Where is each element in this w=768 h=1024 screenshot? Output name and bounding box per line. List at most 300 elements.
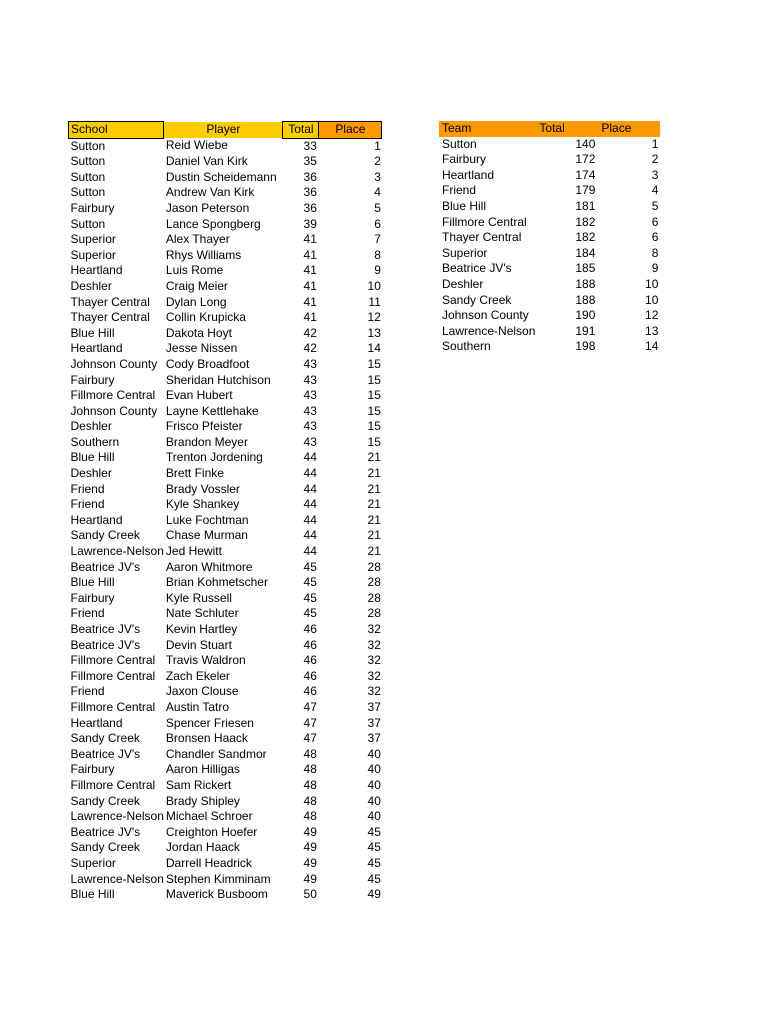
- place-cell[interactable]: 32: [367, 637, 381, 652]
- player-cell[interactable]: Jesse Nissen: [165, 341, 238, 356]
- player-cell[interactable]: Rhys Williams: [165, 247, 242, 262]
- place-cell[interactable]: 9: [374, 263, 381, 278]
- team-place-cell[interactable]: 5: [651, 198, 659, 213]
- school-cell[interactable]: Deshler: [70, 419, 112, 434]
- total-cell[interactable]: 49: [303, 824, 317, 839]
- team-cell[interactable]: Fillmore Central: [442, 214, 527, 229]
- school-cell[interactable]: Fillmore Central: [70, 777, 156, 792]
- school-cell[interactable]: Friend: [70, 684, 105, 699]
- place-cell[interactable]: 28: [367, 606, 381, 621]
- place-cell[interactable]: 28: [367, 590, 381, 605]
- player-row: [69, 404, 382, 420]
- school-cell[interactable]: Blue Hill: [70, 325, 115, 340]
- school-cell[interactable]: Superior: [70, 232, 116, 247]
- school-cell[interactable]: Sutton: [70, 138, 106, 153]
- team-cell[interactable]: Thayer Central: [442, 230, 522, 245]
- team-total-cell[interactable]: 140: [575, 136, 596, 151]
- total-cell[interactable]: 44: [303, 544, 317, 559]
- school-cell[interactable]: Beatrice JV's: [70, 559, 141, 574]
- total-cell[interactable]: 44: [303, 512, 317, 527]
- total-cell[interactable]: 48: [303, 777, 317, 792]
- player-row: [69, 747, 382, 763]
- player-row: [69, 497, 382, 513]
- total-cell[interactable]: 44: [303, 497, 317, 512]
- total-cell[interactable]: 49: [303, 871, 317, 886]
- team-column-header[interactable]: Team: [439, 121, 535, 137]
- player-row: [69, 731, 382, 747]
- team-total-cell[interactable]: 182: [575, 214, 596, 229]
- player-cell[interactable]: Chandler Sandmor: [165, 746, 267, 761]
- team-place-cell[interactable]: 6: [651, 230, 659, 245]
- team-results-table: [439, 121, 660, 355]
- player-row: [69, 716, 382, 732]
- team-row: [439, 246, 660, 262]
- team-row: [439, 277, 660, 293]
- player-cell[interactable]: Frisco Pfeister: [165, 419, 243, 434]
- player-row: [69, 684, 382, 700]
- school-cell[interactable]: Friend: [70, 497, 105, 512]
- player-cell[interactable]: Darrell Headrick: [165, 855, 252, 870]
- player-cell[interactable]: Zach Ekeler: [165, 668, 230, 683]
- team-cell[interactable]: Southern: [442, 339, 491, 354]
- place-cell[interactable]: 15: [367, 388, 381, 403]
- place-cell[interactable]: 8: [374, 247, 381, 262]
- team-header-row: [439, 121, 660, 137]
- individual-header-row: [69, 122, 382, 139]
- place-cell[interactable]: 11: [368, 294, 381, 309]
- player-cell[interactable]: Cody Broadfoot: [165, 356, 250, 371]
- team-total-cell[interactable]: 185: [575, 261, 596, 276]
- team-row: [439, 339, 660, 355]
- place-cell[interactable]: 21: [367, 497, 381, 512]
- player-cell[interactable]: Dustin Scheidemann: [165, 169, 277, 184]
- player-cell[interactable]: Sam Rickert: [165, 777, 232, 792]
- player-cell[interactable]: Collin Krupicka: [165, 310, 246, 325]
- player-row: [69, 653, 382, 669]
- team-row: [439, 324, 660, 340]
- player-cell[interactable]: Brian Kohmetscher: [165, 575, 268, 590]
- school-cell[interactable]: Southern: [70, 434, 120, 449]
- total-cell[interactable]: 47: [303, 731, 317, 746]
- place-cell[interactable]: 21: [367, 450, 381, 465]
- player-row: [69, 575, 382, 591]
- player-cell[interactable]: Jaxon Clouse: [165, 684, 239, 699]
- place-cell[interactable]: 45: [367, 840, 381, 855]
- place-cell[interactable]: 15: [367, 419, 381, 434]
- place-cell[interactable]: 15: [367, 372, 381, 387]
- team-row: [439, 230, 660, 246]
- player-row: [69, 622, 382, 638]
- total-cell[interactable]: 41: [303, 278, 317, 293]
- school-column-header[interactable]: School: [69, 122, 164, 139]
- player-cell[interactable]: Stephen Kimminam: [165, 871, 271, 886]
- team-total-cell[interactable]: 179: [575, 183, 596, 198]
- school-cell[interactable]: Sandy Creek: [70, 528, 140, 543]
- place-cell[interactable]: 1: [374, 138, 381, 153]
- player-row: [69, 450, 382, 466]
- school-cell[interactable]: Thayer Central: [70, 294, 150, 309]
- player-row: [69, 778, 382, 794]
- player-cell[interactable]: Brady Vossler: [165, 481, 240, 496]
- team-total-cell[interactable]: 190: [575, 308, 596, 323]
- school-cell[interactable]: Deshler: [70, 466, 112, 481]
- team-cell[interactable]: Beatrice JV's: [442, 261, 512, 276]
- team-cell[interactable]: Sandy Creek: [442, 292, 512, 307]
- player-cell[interactable]: Alex Thayer: [165, 232, 230, 247]
- total-cell[interactable]: 44: [303, 450, 317, 465]
- total-cell[interactable]: 44: [303, 528, 317, 543]
- player-cell[interactable]: Chase Murman: [165, 528, 248, 543]
- player-row: [69, 638, 382, 654]
- school-cell[interactable]: Sandy Creek: [70, 731, 140, 746]
- school-cell[interactable]: Sutton: [70, 185, 106, 200]
- place-cell[interactable]: 28: [367, 575, 381, 590]
- team-total-cell[interactable]: 191: [575, 323, 596, 338]
- total-cell[interactable]: 44: [303, 466, 317, 481]
- place-cell[interactable]: 32: [367, 668, 381, 683]
- team-total-cell[interactable]: 188: [575, 292, 596, 307]
- total-cell[interactable]: 41: [303, 263, 317, 278]
- team-row: [439, 215, 660, 231]
- school-cell[interactable]: Fairbury: [70, 372, 115, 387]
- school-cell[interactable]: Fillmore Central: [70, 668, 156, 683]
- player-cell[interactable]: Jed Hewitt: [165, 544, 222, 559]
- individual-results-table: [68, 121, 382, 903]
- player-cell[interactable]: Kyle Shankey: [165, 497, 240, 512]
- school-cell[interactable]: Johnson County: [70, 403, 158, 418]
- school-cell[interactable]: Lawrence-Nelson: [70, 871, 164, 886]
- place-cell[interactable]: 12: [367, 310, 381, 325]
- school-cell[interactable]: Sutton: [70, 169, 106, 184]
- team-place-cell[interactable]: 13: [645, 323, 659, 338]
- total-cell[interactable]: 41: [303, 247, 317, 262]
- place-cell[interactable]: 37: [367, 715, 381, 730]
- team-place-cell[interactable]: 6: [651, 214, 659, 229]
- place-cell[interactable]: 13: [367, 325, 381, 340]
- player-cell[interactable]: Brandon Meyer: [165, 434, 248, 449]
- player-row: [69, 341, 382, 357]
- team-place-cell[interactable]: 10: [645, 276, 659, 291]
- total-cell[interactable]: 46: [303, 653, 317, 668]
- school-cell[interactable]: Fairbury: [70, 200, 115, 215]
- place-cell[interactable]: 6: [374, 216, 381, 231]
- school-cell[interactable]: Sandy Creek: [70, 793, 140, 808]
- school-cell[interactable]: Fillmore Central: [70, 388, 156, 403]
- place-cell[interactable]: 40: [367, 746, 381, 761]
- place-cell[interactable]: 32: [367, 622, 381, 636]
- total-cell[interactable]: 48: [303, 793, 317, 808]
- school-cell[interactable]: Heartland: [70, 512, 123, 527]
- place-cell[interactable]: 37: [367, 699, 381, 714]
- player-cell[interactable]: Reid Wiebe: [165, 138, 228, 153]
- player-cell[interactable]: Kyle Russell: [165, 590, 232, 605]
- team-place-cell[interactable]: 4: [651, 183, 659, 198]
- place-cell[interactable]: 21: [367, 466, 381, 481]
- place-cell[interactable]: 21: [367, 544, 381, 559]
- player-cell[interactable]: Maverick Busboom: [165, 887, 268, 902]
- total-cell[interactable]: 42: [303, 325, 317, 340]
- player-cell[interactable]: Daniel Van Kirk: [165, 154, 248, 169]
- place-cell[interactable]: 14: [367, 341, 381, 356]
- school-cell[interactable]: Fillmore Central: [70, 653, 156, 668]
- team-cell[interactable]: Heartland: [442, 167, 495, 182]
- school-cell[interactable]: Sutton: [70, 216, 106, 231]
- team-place-cell[interactable]: 2: [651, 152, 659, 167]
- team-total-cell[interactable]: 198: [575, 339, 596, 354]
- player-row: [69, 887, 382, 903]
- player-row: [69, 217, 382, 233]
- total-cell[interactable]: 45: [303, 590, 317, 605]
- total-cell[interactable]: 43: [303, 419, 317, 434]
- player-row: [69, 560, 382, 576]
- player-cell[interactable]: Bronsen Haack: [165, 731, 248, 746]
- total-column-header[interactable]: Total: [283, 122, 319, 139]
- player-row: [69, 201, 382, 217]
- player-cell[interactable]: Luke Fochtman: [165, 512, 249, 527]
- team-cell[interactable]: Johnson County: [442, 308, 529, 323]
- school-cell[interactable]: Beatrice JV's: [70, 824, 141, 839]
- place-cell[interactable]: 28: [367, 559, 381, 574]
- team-total-column-header[interactable]: Total: [535, 121, 597, 137]
- school-cell[interactable]: Fairbury: [70, 762, 115, 777]
- school-cell[interactable]: Beatrice JV's: [70, 746, 141, 761]
- team-total-cell[interactable]: 188: [575, 276, 596, 291]
- player-cell[interactable]: Andrew Van Kirk: [165, 185, 255, 200]
- team-row: [439, 199, 660, 215]
- school-cell[interactable]: Blue Hill: [70, 887, 115, 902]
- total-cell[interactable]: 44: [303, 481, 317, 496]
- player-cell[interactable]: Craig Meier: [165, 278, 228, 293]
- school-cell[interactable]: Lawrence-Nelson: [70, 544, 164, 559]
- school-cell[interactable]: Heartland: [70, 263, 123, 278]
- player-cell[interactable]: Aaron Hilligas: [165, 762, 240, 777]
- total-cell[interactable]: 41: [303, 310, 317, 325]
- school-cell[interactable]: Superior: [70, 247, 116, 262]
- place-cell[interactable]: 15: [367, 403, 381, 418]
- team-place-cell[interactable]: 8: [651, 245, 659, 260]
- player-cell[interactable]: Brett Finke: [165, 466, 224, 481]
- player-cell[interactable]: Nate Schluter: [165, 606, 239, 621]
- total-cell[interactable]: 46: [303, 637, 317, 652]
- school-cell[interactable]: Friend: [70, 606, 105, 621]
- team-total-cell[interactable]: 174: [575, 167, 596, 182]
- team-total-cell[interactable]: 182: [575, 230, 596, 245]
- school-cell[interactable]: Friend: [70, 481, 105, 496]
- player-cell[interactable]: Aaron Whitmore: [165, 559, 253, 574]
- team-cell[interactable]: Superior: [442, 245, 488, 260]
- place-cell[interactable]: 2: [374, 154, 381, 169]
- school-cell[interactable]: Beatrice JV's: [70, 637, 141, 652]
- school-cell[interactable]: Blue Hill: [70, 450, 115, 465]
- team-place-cell[interactable]: 1: [651, 136, 659, 151]
- total-cell[interactable]: 48: [303, 762, 317, 777]
- player-row: [69, 762, 382, 778]
- team-row: [439, 137, 660, 153]
- player-cell[interactable]: Travis Waldron: [165, 653, 246, 668]
- total-cell[interactable]: 47: [303, 715, 317, 730]
- place-cell[interactable]: 21: [367, 481, 381, 496]
- school-cell[interactable]: Heartland: [70, 341, 123, 356]
- total-cell[interactable]: 48: [303, 746, 317, 761]
- player-row: [69, 809, 382, 825]
- total-cell[interactable]: 43: [303, 403, 317, 418]
- player-row: [69, 466, 382, 482]
- player-cell[interactable]: Dylan Long: [165, 294, 227, 309]
- player-cell[interactable]: Evan Hubert: [165, 388, 233, 403]
- player-cell[interactable]: Creighton Hoefer: [165, 824, 258, 839]
- player-row: [69, 295, 382, 311]
- player-cell[interactable]: Devin Stuart: [165, 637, 232, 652]
- total-cell[interactable]: 36: [303, 200, 317, 215]
- player-row: [69, 872, 382, 888]
- school-cell[interactable]: Lawrence-Nelson: [70, 809, 164, 824]
- player-row: [69, 544, 382, 560]
- player-cell[interactable]: Spencer Friesen: [165, 715, 254, 730]
- total-cell[interactable]: 48: [303, 809, 317, 824]
- player-row: [69, 669, 382, 685]
- place-cell[interactable]: 45: [367, 871, 381, 886]
- place-cell[interactable]: 32: [367, 684, 381, 699]
- team-place-cell[interactable]: 9: [651, 261, 659, 276]
- school-cell[interactable]: Johnson County: [70, 356, 158, 371]
- place-cell[interactable]: 10: [367, 278, 381, 293]
- player-cell[interactable]: Luis Rome: [165, 263, 224, 278]
- school-cell[interactable]: Sandy Creek: [70, 840, 140, 855]
- player-cell[interactable]: Michael Schroer: [165, 809, 253, 824]
- player-row: [69, 154, 382, 170]
- player-cell[interactable]: Jason Peterson: [165, 200, 250, 215]
- school-cell[interactable]: Fairbury: [70, 590, 115, 605]
- place-cell[interactable]: 7: [374, 232, 381, 247]
- place-cell[interactable]: 45: [367, 855, 381, 870]
- player-cell[interactable]: Sheridan Hutchison: [165, 372, 271, 387]
- place-cell[interactable]: 40: [367, 777, 381, 792]
- total-cell[interactable]: 45: [303, 606, 317, 621]
- player-row: [69, 373, 382, 389]
- school-cell[interactable]: Sutton: [70, 154, 106, 169]
- total-cell[interactable]: 43: [303, 434, 317, 449]
- team-cell[interactable]: Lawrence-Nelson: [442, 323, 536, 338]
- player-cell[interactable]: Austin Tatro: [165, 699, 230, 714]
- player-cell[interactable]: Trenton Jordening: [165, 450, 263, 465]
- place-cell[interactable]: 4: [374, 185, 381, 200]
- team-place-cell[interactable]: 10: [645, 292, 659, 307]
- place-cell[interactable]: 32: [367, 653, 381, 668]
- player-cell[interactable]: Jordan Haack: [165, 840, 240, 855]
- place-cell[interactable]: 40: [367, 809, 381, 824]
- player-cell[interactable]: Kevin Hartley: [165, 622, 238, 636]
- total-cell[interactable]: 41: [303, 232, 317, 247]
- school-cell[interactable]: Heartland: [70, 715, 123, 730]
- place-cell[interactable]: 21: [367, 512, 381, 527]
- total-cell[interactable]: 46: [303, 622, 317, 636]
- school-cell[interactable]: Beatrice JV's: [70, 622, 141, 636]
- total-cell[interactable]: 45: [303, 575, 317, 590]
- player-row: [69, 606, 382, 622]
- school-cell[interactable]: Fillmore Central: [70, 699, 156, 714]
- total-cell[interactable]: 45: [303, 559, 317, 574]
- school-cell[interactable]: Superior: [70, 855, 116, 870]
- player-row: [69, 700, 382, 716]
- player-row: [69, 825, 382, 841]
- total-cell[interactable]: 43: [303, 356, 317, 371]
- team-row: [439, 261, 660, 277]
- place-cell[interactable]: 3: [374, 169, 381, 184]
- place-column-header[interactable]: Place: [319, 122, 382, 139]
- team-cell[interactable]: Fairbury: [442, 152, 487, 167]
- place-cell[interactable]: 15: [367, 434, 381, 449]
- total-cell[interactable]: 47: [303, 699, 317, 714]
- player-row: [69, 279, 382, 295]
- team-cell[interactable]: Blue Hill: [442, 198, 487, 213]
- place-cell[interactable]: 15: [367, 356, 381, 371]
- player-cell[interactable]: Brady Shipley: [165, 793, 240, 808]
- total-cell[interactable]: 49: [303, 855, 317, 870]
- team-total-cell[interactable]: 181: [575, 198, 596, 213]
- total-cell[interactable]: 43: [303, 372, 317, 387]
- place-cell[interactable]: 40: [367, 793, 381, 808]
- school-cell[interactable]: Thayer Central: [70, 310, 150, 325]
- player-row: [69, 591, 382, 607]
- place-cell[interactable]: 37: [367, 731, 381, 746]
- total-cell[interactable]: 33: [303, 138, 317, 153]
- player-cell[interactable]: Dakota Hoyt: [165, 325, 232, 340]
- total-cell[interactable]: 50: [303, 887, 317, 902]
- place-cell[interactable]: 45: [367, 824, 381, 839]
- total-cell[interactable]: 36: [303, 185, 317, 200]
- player-row: [69, 357, 382, 373]
- team-row: [439, 168, 660, 184]
- team-total-cell[interactable]: 172: [575, 152, 596, 167]
- total-cell[interactable]: 41: [303, 294, 317, 309]
- player-row: [69, 513, 382, 529]
- player-cell[interactable]: Layne Kettlehake: [165, 403, 259, 418]
- place-cell[interactable]: 5: [374, 200, 381, 215]
- total-cell[interactable]: 46: [303, 668, 317, 683]
- player-row: [69, 263, 382, 279]
- total-cell[interactable]: 43: [303, 388, 317, 403]
- place-cell[interactable]: 40: [367, 762, 381, 777]
- team-total-cell[interactable]: 184: [575, 245, 596, 260]
- team-rows: [439, 137, 660, 355]
- team-place-cell[interactable]: 3: [651, 167, 659, 182]
- team-cell[interactable]: Friend: [442, 183, 477, 198]
- player-row: [69, 419, 382, 435]
- school-cell[interactable]: Deshler: [70, 278, 112, 293]
- player-row: [69, 248, 382, 264]
- place-cell[interactable]: 21: [367, 528, 381, 543]
- team-place-cell[interactable]: 12: [645, 308, 659, 323]
- team-place-cell[interactable]: 14: [645, 339, 659, 354]
- team-row: [439, 183, 660, 199]
- team-cell[interactable]: Deshler: [442, 276, 484, 291]
- place-cell[interactable]: 49: [367, 887, 381, 902]
- total-cell[interactable]: 39: [303, 216, 317, 231]
- individual-rows: [69, 138, 382, 903]
- player-column-header[interactable]: Player: [164, 122, 283, 139]
- player-cell[interactable]: Lance Spongberg: [165, 216, 261, 231]
- player-row: [69, 326, 382, 342]
- total-cell[interactable]: 42: [303, 341, 317, 356]
- team-row: [439, 308, 660, 324]
- school-cell[interactable]: Blue Hill: [70, 575, 115, 590]
- total-cell[interactable]: 35: [303, 154, 317, 169]
- total-cell[interactable]: 49: [303, 840, 317, 855]
- team-place-column-header[interactable]: Place: [597, 121, 660, 137]
- team-cell[interactable]: Sutton: [442, 136, 477, 151]
- total-cell[interactable]: 46: [303, 684, 317, 699]
- total-cell[interactable]: 36: [303, 169, 317, 184]
